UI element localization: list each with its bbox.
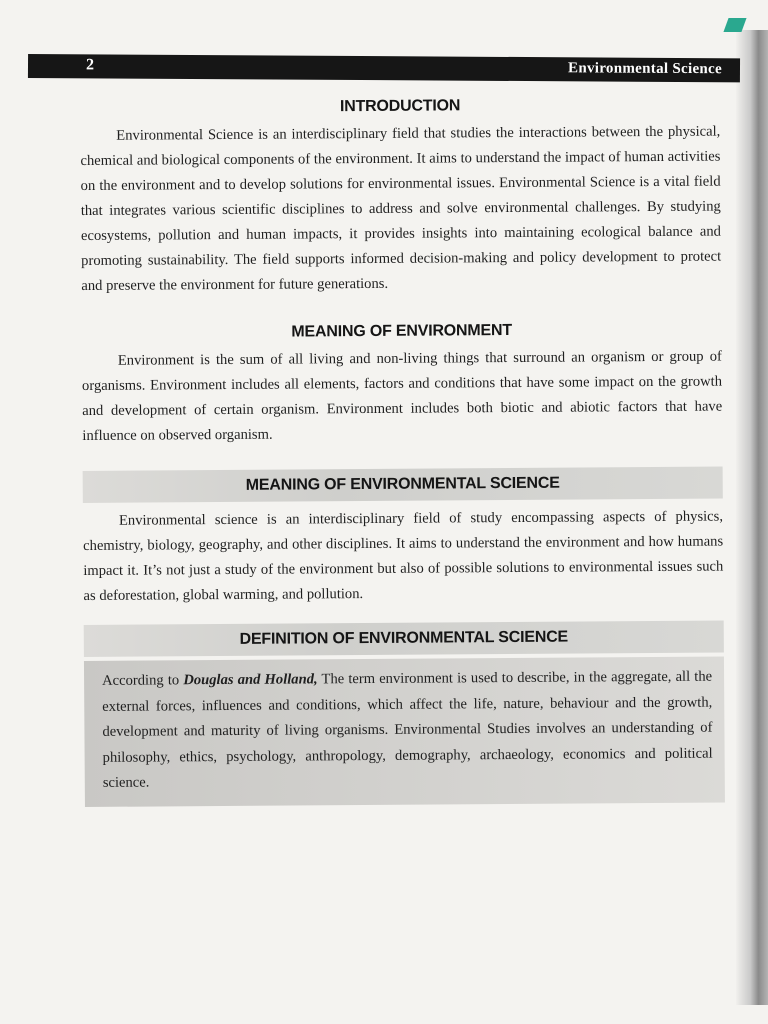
definition-box [84,657,725,807]
paragraph-introduction: Environmental Science is an interdisciplinary field that studies the interactions between the physical, chemical and biological components of the environment. It aims to understand the impact of human activities on the environment and to develop solutions for environmental issues. Environmental Science is a vital field that integrates various scientific disciplines to address and solve environmental challenges. By studying ecosystems, pollution and human impacts, it provides insights into maintaining ecological balance and promoting sustainability. The field supports informed decision-making and policy development to protect and preserve the environment for future generations. [80,123,722,294]
running-header-bar [28,54,740,82]
heading-definition-of-environmental-science: DEFINITION OF ENVIRONMENTAL SCIENCE [84,621,724,657]
heading-meaning-of-environment: MEANING OF ENVIRONMENT [291,321,512,341]
heading-meaning-of-environmental-science: MEANING OF ENVIRONMENTAL SCIENCE [83,467,723,503]
definition-author: Douglas and Holland, [183,671,318,689]
running-head-title: Environmental Science [568,60,723,78]
heading-introduction: INTRODUCTION [339,97,461,116]
definition-lead: According to [102,672,184,689]
definition-body: The term environment is used to describe, in the aggregate, all the external forces, influences and conditions, which affect the life, nature, behaviour and the growth, development and maturity of living organisms. Environmental Studies involves an understanding of philosophy, ethics, psychology, anthropology, demography, archaeology, economics and political science. [102,668,713,791]
paragraph-meaning-of-environmental-science: Environmental science is an interdisciplinary field of study encompassing aspects of physics, chemistry, biology, geography, and other disciplines. It aims to understand the environment and how humans impact it. It’s not just a study of the environment but also of possible solutions to environmental issues such as deforestation, global warming, and pollution. [83,508,724,604]
page-number: 2 [85,56,95,74]
page-edge-shadow [736,30,768,1005]
page-content [80,92,725,807]
paragraph-meaning-of-environment: Environment is the sum of all living and non-living things that surround an organism or group of organisms. Environment includes all elements, factors and conditions that have some impact on the growth and development of certain organism. Environment includes both biotic and abiotic factors that have influence on observed organism. [81,348,723,444]
